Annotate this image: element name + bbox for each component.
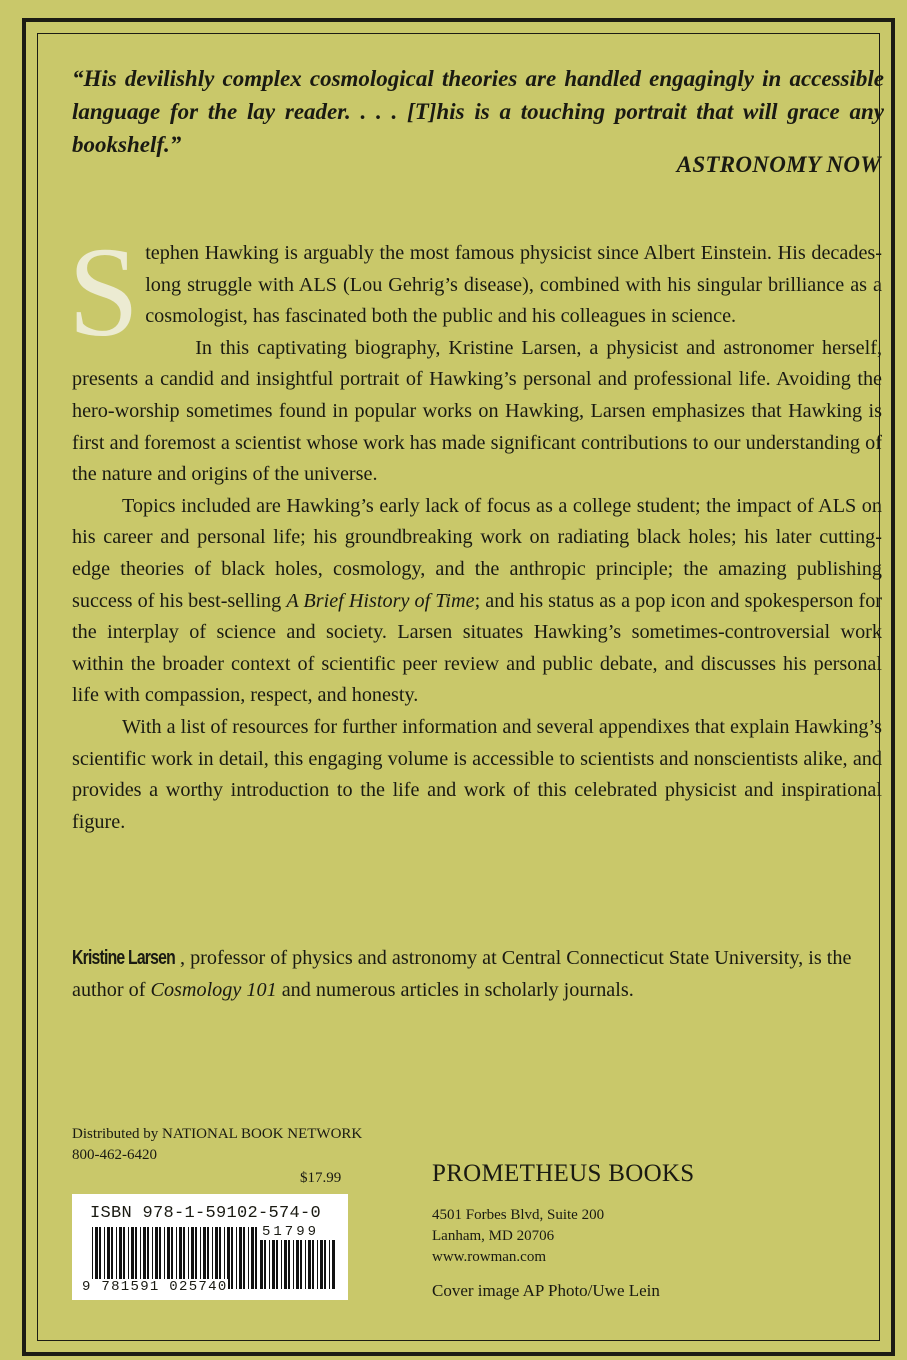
description-paragraph-3: Topics included are Hawking’s early lack of focus as a college student; the impact of ALS on his career and personal life; his groundbreaking work on radiating black holes; his later cutting-edge theories of black holes, cosmology, and the anthropic principle; the amazing publishing success of his best-selling A Brief History of Time; and his status as a pop icon and spokesperson for the interplay of science and society. Larsen situates Hawking’s sometimes-controversial work within the broader context of scientific peer review and public debate, and discusses his personal life with compassion, respect, and honesty. — [72, 494, 883, 707]
price-addon-code: 51799 — [262, 1224, 320, 1240]
author-bio: Kristine Larsen , professor of physics and astronomy at Central Connecticut State University, is the author of Cosmology 101 and numerous articles in scholarly journals. — [72, 942, 882, 1006]
price-label: $17.99 — [300, 1170, 342, 1186]
dropcap-letter: S — [68, 221, 140, 363]
publisher-address — [432, 1205, 604, 1268]
publisher-name: PROMETHEUS BOOKS — [432, 1160, 695, 1187]
description-paragraph-4: With a list of resources for further information and several appendixes that explain Hawking’s scientific work in detail, this engaging volume is accessible to scientists and nonscientists alike, and provides a worthy introduction to the life and work of this celebrated physicist and inspirational figure. — [72, 715, 882, 833]
book-description — [68, 221, 883, 838]
review-quote: “His devilishly complex cosmological theories are handled engagingly in accessible language for the lay reader. . . . [T]his is a touching portrait that will grace any bookshelf.” — [72, 66, 884, 157]
distributor-line: Distributed by NATIONAL BOOK NETWORK — [72, 1126, 363, 1142]
distribution-info — [72, 1124, 362, 1166]
description-paragraph-2: In this captivating biography, Kristine Larsen, a physicist and astronomer herself, presents a candid and insightful portrait of Hawking’s personal and professional life. Avoiding the hero-worship sometimes found in popular works on Hawking, Larsen emphasizes that Hawking is first and foremost a scientist whose work has made significant contributions to our understanding of the nature and origins of the universe. — [72, 336, 882, 486]
barcode-digits: 9 781591 025740 — [82, 1279, 228, 1295]
publisher-website: www.rowman.com — [432, 1249, 547, 1265]
isbn-number: ISBN 978-1-59102-574-0 — [90, 1204, 322, 1223]
quote-source: ASTRONOMY NOW — [676, 152, 881, 177]
cover-credit: Cover image AP Photo/Uwe Lein — [432, 1281, 660, 1300]
addon-barcode-bars-icon — [260, 1240, 338, 1289]
author-name: Kristine Larsen — [72, 947, 175, 969]
author-book-title: Cosmology 101 — [150, 979, 277, 1001]
book-title-ref: A Brief History of Time — [286, 589, 475, 612]
distributor-phone: 800-462-6420 — [72, 1147, 157, 1163]
address-line-2: Lanham, MD 20706 — [432, 1228, 555, 1244]
description-paragraph-1: Stephen Hawking is arguably the most famous physicist since Albert Einstein. His decades-long struggle with ALS (Lou Gehrig’s disease), combined with his singular brilliance as a cosmologist, has fascinated both the public and his colleagues in science. — [68, 221, 882, 363]
address-line-1: 4501 Forbes Blvd, Suite 200 — [432, 1207, 605, 1223]
isbn-barcode — [72, 1194, 348, 1300]
